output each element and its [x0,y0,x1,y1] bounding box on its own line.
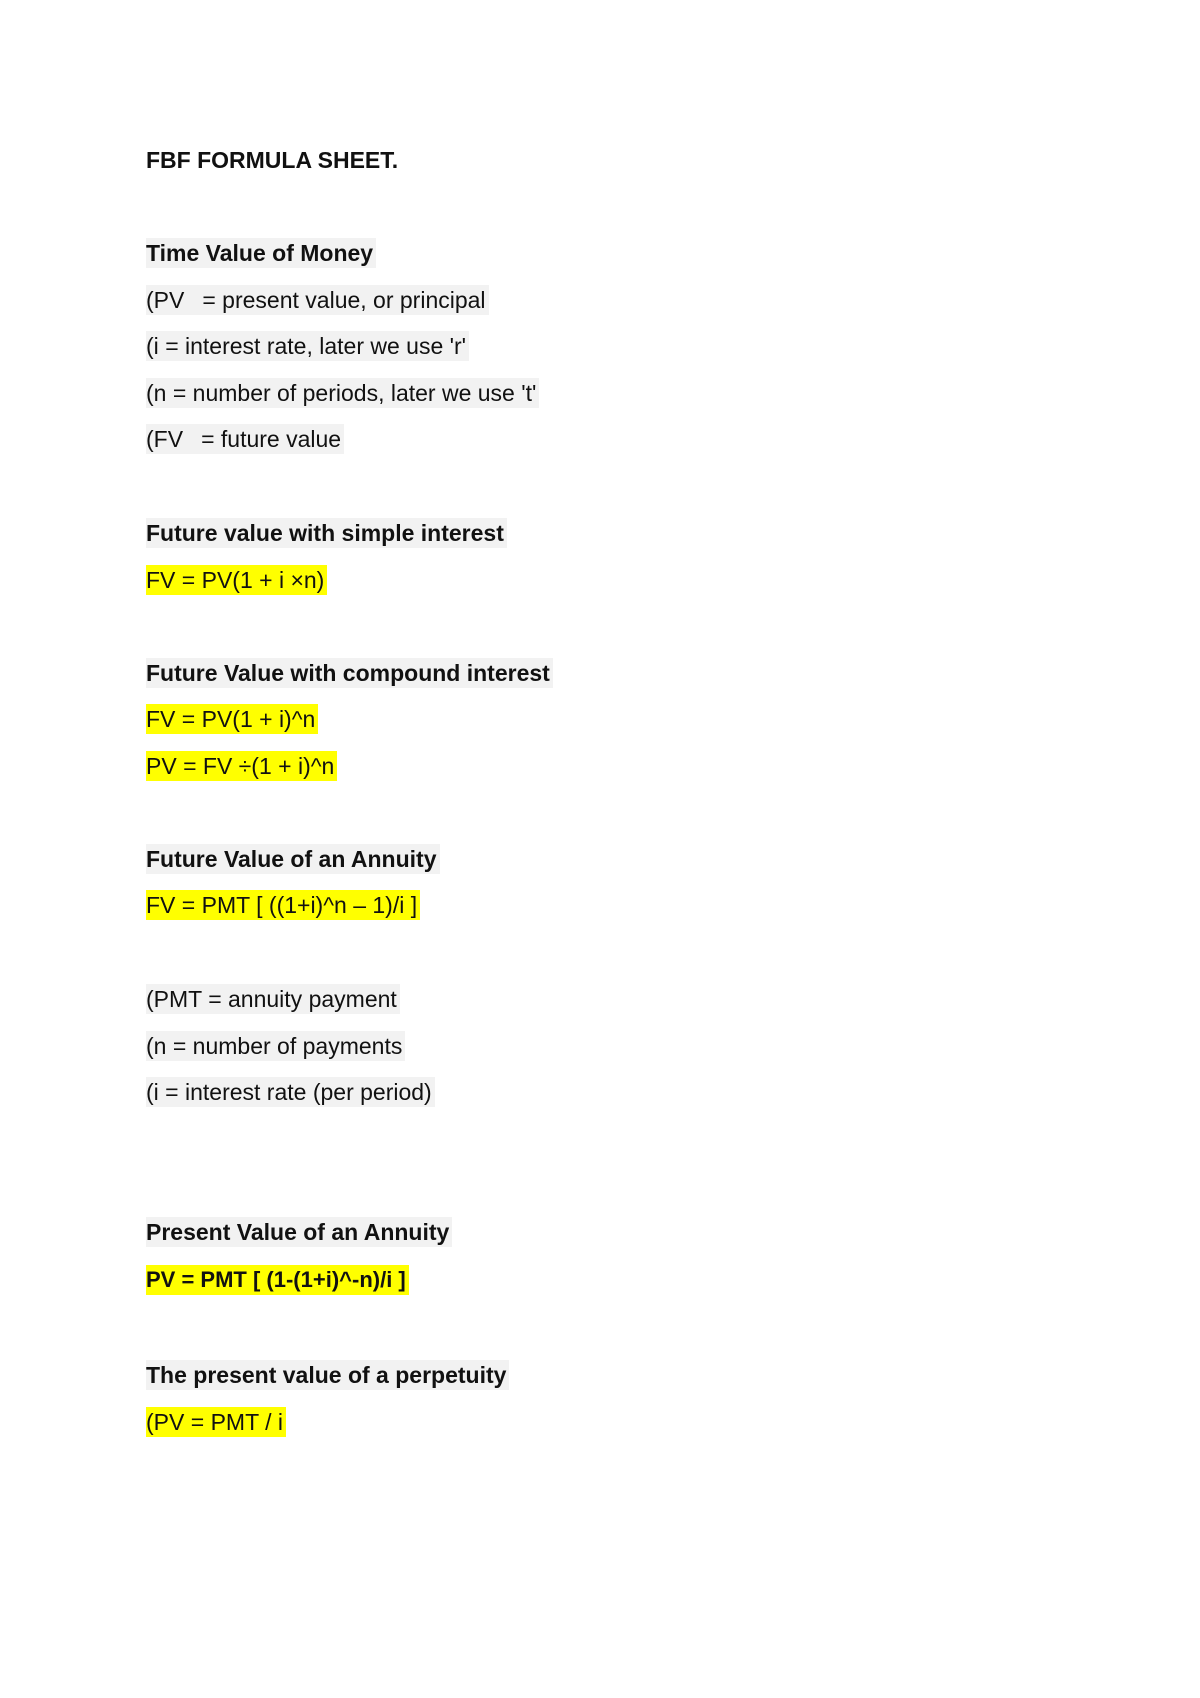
definition-prefix: ( [146,287,154,313]
heading-perpetuity: The present value of a perpetuity [146,1360,509,1390]
formula-perpetuity [146,1407,286,1437]
definition-prefix: ( [146,1079,154,1105]
formula-simple-interest: FV = PV(1 + i ×n) [146,565,327,595]
definition-pmt [146,984,400,1014]
formula-prefix: ( [146,1409,154,1435]
definition-prefix: ( [146,1033,154,1059]
definition-symbol: n [153,380,167,406]
definition-pv [146,285,489,315]
heading-time-value-of-money: Time Value of Money [146,238,376,268]
definition-i [146,331,469,361]
definition-text: = interest rate, later we use 'r' [165,333,467,359]
definition-rate-per-period [146,1077,435,1107]
definition-symbol: PV [153,287,185,313]
heading-compound-interest: Future Value with compound interest [146,658,553,688]
definition-text: = present value, or principal [202,287,486,313]
formula-present-value-annuity: PV = PMT [ (1-(1+i)^-n)/i ] [146,1265,409,1295]
heading-present-value-annuity: Present Value of an Annuity [146,1217,452,1247]
heading-simple-interest: Future value with simple interest [146,518,507,548]
definition-fv [146,424,344,454]
definition-text: i = interest rate (per period) [153,1079,432,1105]
definition-prefix: ( [146,333,154,359]
definition-prefix: ( [146,426,154,452]
definition-text: = number of periods, later we use 't' [172,380,537,406]
definition-payments [146,1031,405,1061]
formula-compound-pv: PV = FV ÷(1 + i)^n [146,751,337,781]
heading-future-value-annuity: Future Value of an Annuity [146,844,440,874]
formula-text: PV = PMT / i [153,1409,283,1435]
definition-prefix: ( [146,986,154,1012]
definition-text: = future value [201,426,342,452]
definition-symbol: FV [153,426,184,452]
document-title: FBF FORMULA SHEET. [146,147,399,173]
definition-symbol: i [153,333,159,359]
definition-text: n = number of payments [153,1033,403,1059]
formula-future-value-annuity: FV = PMT [ ((1+i)^n – 1)/i ] [146,890,420,920]
definition-n [146,378,539,408]
definition-text: PMT = annuity payment [153,986,397,1012]
definition-prefix: ( [146,380,154,406]
formula-compound-fv: FV = PV(1 + i)^n [146,704,318,734]
